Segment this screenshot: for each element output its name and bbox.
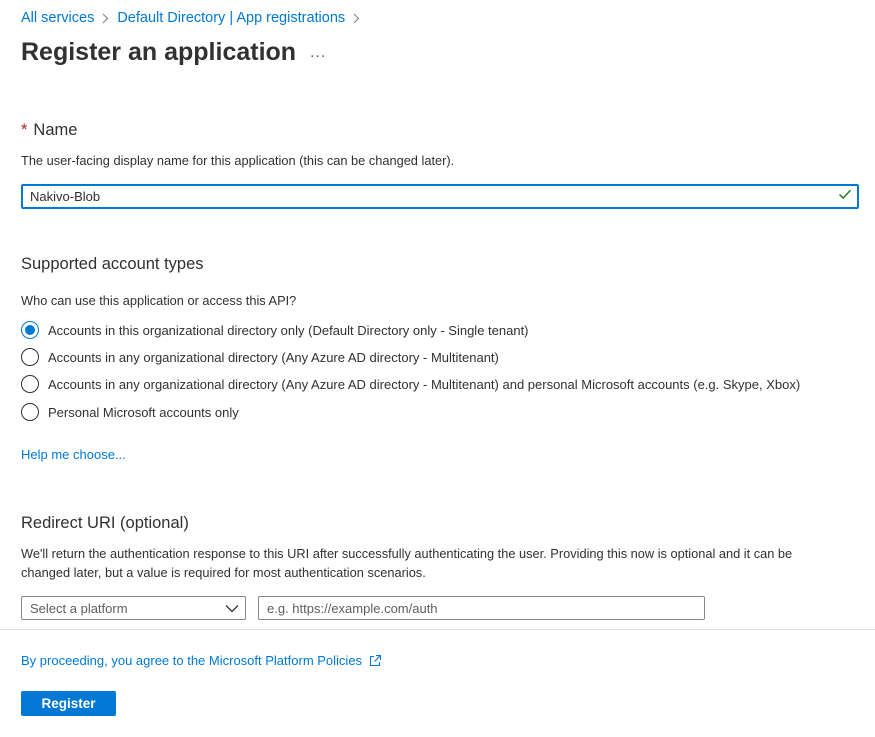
platform-select[interactable] [21, 596, 246, 620]
radio-label: Accounts in any organizational directory (Any Azure AD directory - Multitenant) [48, 349, 499, 365]
breadcrumb-app-registrations[interactable]: Default Directory | App registrations [117, 10, 346, 26]
divider [0, 629, 875, 630]
platform-policies-text: By proceeding, you agree to the Microsoft Platform Policies [21, 653, 363, 668]
platform-select-placeholder: Select a platform [30, 600, 128, 616]
radio-button-selected[interactable] [21, 321, 39, 339]
radio-button[interactable] [21, 348, 39, 366]
platform-policies-link[interactable] [21, 653, 382, 668]
chevron-right-icon [102, 13, 109, 24]
name-label: Name [33, 121, 78, 139]
radio-label: Accounts in this organizational directory only (Default Directory only - Single tenant) [48, 322, 529, 338]
radio-single-tenant[interactable] [21, 321, 529, 339]
redirect-uri-input[interactable] [258, 596, 705, 620]
page-title: Register an application [21, 38, 297, 66]
chevron-right-icon [353, 13, 360, 24]
radio-multitenant[interactable] [21, 348, 499, 366]
radio-label: Personal Microsoft accounts only [48, 404, 239, 420]
radio-multitenant-personal[interactable] [21, 375, 800, 393]
chevron-down-icon [225, 601, 239, 616]
register-button[interactable]: Register [21, 691, 116, 716]
radio-button[interactable] [21, 403, 39, 421]
breadcrumb-all-services[interactable]: All services [21, 10, 95, 26]
radio-label: Accounts in any organizational directory (Any Azure AD directory - Multitenant) and personal Microsoft accounts (e.g. Skype, Xbox) [48, 376, 801, 392]
name-input-value[interactable]: Nakivo-Blob [30, 189, 101, 204]
external-link-icon [368, 654, 382, 668]
help-me-choose-link[interactable]: Help me choose... [21, 447, 126, 462]
account-types-question: Who can use this application or access this API? [21, 293, 297, 308]
redirect-description-line1: We'll return the authentication response to this URI after successfully authenticating the user. Providing this now is optional and it can be [21, 546, 793, 561]
account-types-heading: Supported account types [21, 255, 204, 273]
required-marker: * [21, 121, 28, 139]
radio-personal-only[interactable] [21, 403, 239, 421]
name-heading [21, 121, 77, 140]
breadcrumb [21, 10, 368, 26]
name-input[interactable] [21, 184, 859, 209]
radio-button[interactable] [21, 375, 39, 393]
name-description: The user-facing display name for this application (this can be changed later). [21, 153, 455, 168]
more-icon[interactable]: ... [310, 44, 327, 61]
redirect-uri-heading: Redirect URI (optional) [21, 514, 189, 532]
redirect-description-line2: changed later, but a value is required for most authentication scenarios. [21, 565, 426, 580]
checkmark-icon [837, 186, 857, 207]
